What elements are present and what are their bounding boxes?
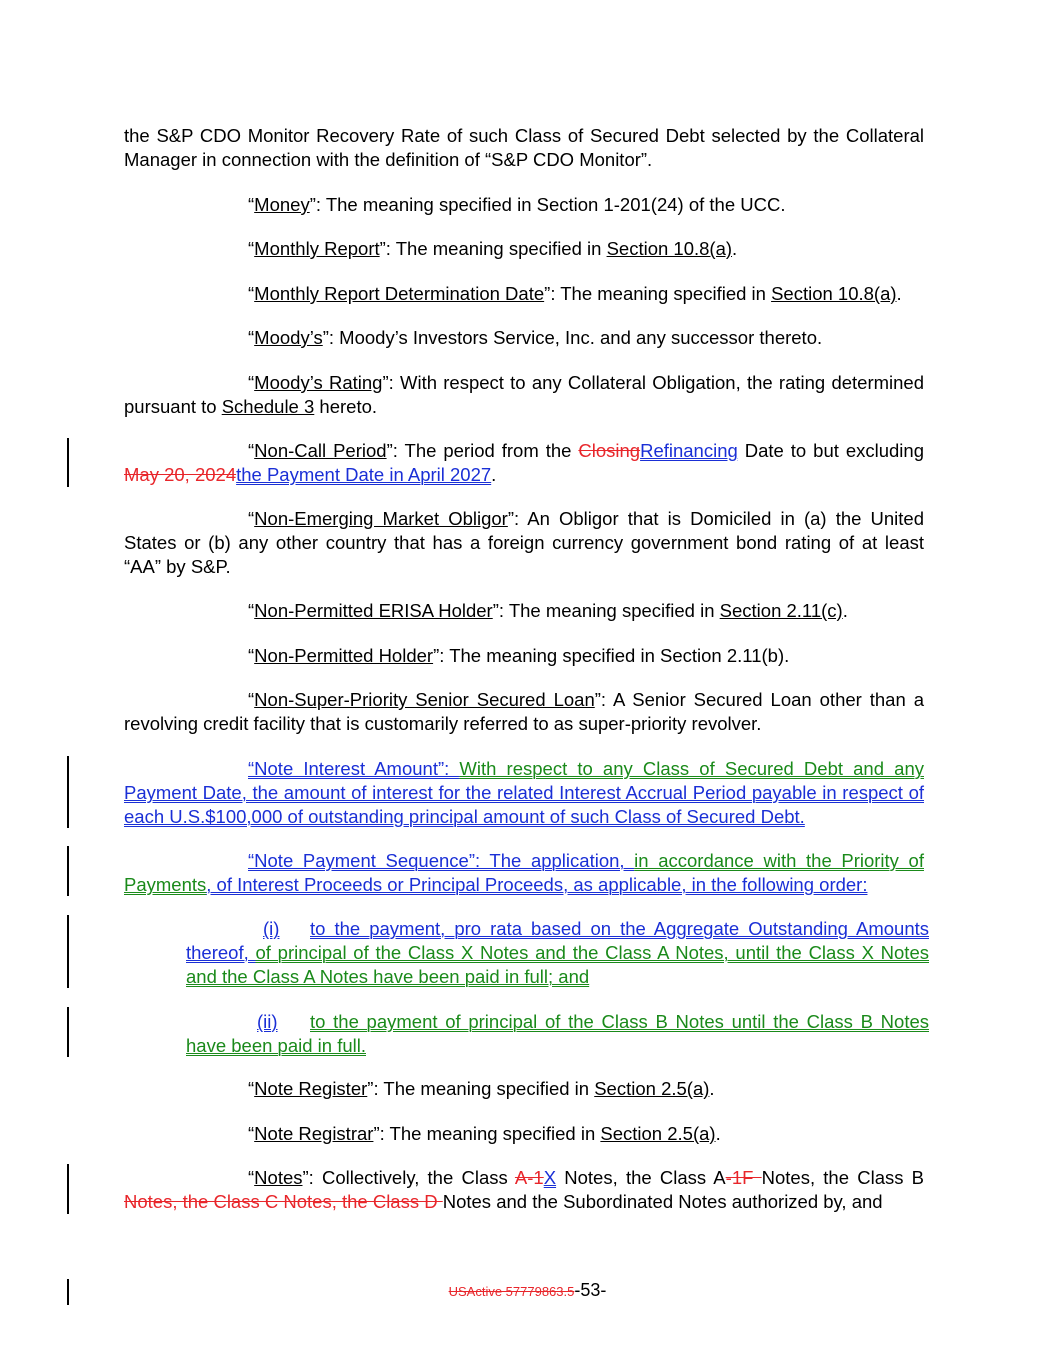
change-bar [67, 438, 69, 487]
deleted-text: Notes, the Class C Notes, the Class D [124, 1191, 443, 1212]
def-text: : A Senior Secured Loan other than a revolving credit facility that is customarily referred to as super-priority revolver. [124, 689, 924, 734]
def-end: . [715, 1123, 721, 1144]
term: Non-Call Period [254, 440, 387, 461]
inserted-text: Payment Date, the amount of interest for the related Interest Accrual Period payable in respect of each U.S.$100,000 of outstanding principal amount of such Class of Secured Debt. [124, 782, 924, 827]
item-number: (ii) [257, 1011, 278, 1032]
def-note-registrar: “Note Registrar”: The meaning specified in Section 2.5(a). [248, 1123, 721, 1144]
inserted-text: X [543, 1167, 557, 1188]
change-bar [67, 1164, 69, 1214]
def-text: : With respect to any Collateral Obligation, the rating determined pursuant to [124, 372, 925, 417]
section-ref: Section 2.5(a) [600, 1123, 716, 1144]
def-text: : The meaning specified in [385, 238, 607, 259]
inserted-text: Refinancing [640, 440, 738, 461]
term: Notes [254, 1167, 303, 1188]
def-end: . [732, 238, 738, 259]
def-note-interest-amount [124, 757, 924, 829]
term: Moody’s Rating [254, 372, 383, 393]
def-text-2: Date to but excluding [737, 440, 924, 461]
moved-text: to the payment of principal of the Class B Notes until the Class B Notes have been paid in full. [186, 1011, 929, 1056]
inserted-text: , of Interest Proceeds or Principal Proceeds, as applicable, in the following order: [206, 874, 868, 895]
def-nsp: “Non-Super-Priority Senior Secured Loan”: A Senior Secured Loan other than a revolving credit facility that is customarily referred to as super-priority revolver. [124, 689, 924, 734]
item-number: (i) [263, 918, 280, 939]
term: Monthly Report Determination Date [254, 283, 545, 304]
sequence-item-ii [186, 1010, 929, 1058]
schedule-ref: Schedule 3 [221, 396, 315, 417]
section-ref: Section 2.5(a) [594, 1078, 710, 1099]
def-notes: “Notes”: Collectively, the Class A-1X Notes, the Class A-1F Notes, the Class B Notes, the Class C Notes, the Class D Notes and the Subordinated Notes authorized by, and [124, 1167, 925, 1212]
def-end: . [709, 1078, 715, 1099]
moved-text: of principal of the Class X Notes and the Class A Notes, until the Class X Notes and the Class A Notes have been paid in full; and [186, 942, 929, 987]
deleted-text: A-1 [514, 1167, 544, 1188]
inserted-text: to the payment, pro rata based on the Aggregate Outstanding Amounts thereof, [186, 918, 929, 963]
term: Monthly Report [254, 238, 380, 259]
term: Non-Super-Priority Senior Secured Loan [254, 689, 595, 710]
def-text: : The meaning specified in Section 1-201(24) of the UCC. [315, 194, 786, 215]
term: Note Registrar [254, 1123, 374, 1144]
def-text-2: hereto. [314, 396, 378, 417]
def-note-payment-sequence [124, 849, 924, 897]
def-text: : The period from the [392, 440, 579, 461]
def-moodys: “Moody’s”: Moody’s Investors Service, Inc. and any successor thereto. [248, 327, 823, 348]
def-nph: “Non-Permitted Holder”: The meaning specified in Section 2.11(b). [248, 645, 790, 666]
section-ref: Section 10.8(a) [606, 238, 733, 259]
moved-text: With respect to any Class of Secured Debt and any [459, 758, 924, 779]
def-text: : The meaning specified in [498, 600, 720, 621]
def-text: Notes and the Subordinated Notes authorized by, and [442, 1191, 883, 1212]
def-moodys-rating: “Moody’s Rating”: With respect to any Collateral Obligation, the rating determined pursuant to Schedule 3 hereto. [124, 372, 925, 417]
def-monthly-report: “Monthly Report”: The meaning specified in Section 10.8(a). [248, 238, 738, 259]
def-text: : An Obligor that is Domiciled in (a) the United States or (b) any other country that has a foreign currency government bond rating of at least “AA” by S&P. [124, 508, 924, 577]
def-note-register: “Note Register”: The meaning specified in Section 2.5(a). [248, 1078, 715, 1099]
def-text: Notes, the Class A [556, 1167, 726, 1188]
change-bar [67, 756, 69, 828]
def-text: Notes, the Class B [761, 1167, 925, 1188]
def-money: “Money”: The meaning specified in Section 1-201(24) of the UCC. [248, 194, 786, 215]
def-end: . [896, 283, 902, 304]
inserted-text: “Note Payment Sequence”: The application, [248, 850, 635, 871]
term: Money [254, 194, 310, 215]
def-text: : The meaning specified in [373, 1078, 595, 1099]
change-bar [67, 915, 69, 988]
term: Non-Permitted ERISA Holder [254, 600, 493, 621]
def-text: : The meaning specified in Section 2.11(b). [439, 645, 790, 666]
term: Moody’s [254, 327, 323, 348]
document-id: USActive 57779863.5 [448, 1284, 575, 1299]
def-mrdd: “Monthly Report Determination Date”: The meaning specified in Section 10.8(a). [248, 283, 902, 304]
def-npeh: “Non-Permitted ERISA Holder”: The meaning specified in Section 2.11(c). [248, 600, 848, 621]
change-bar [67, 1007, 69, 1057]
sequence-item-i [186, 917, 929, 989]
def-text: : The meaning specified in [550, 283, 772, 304]
deleted-text: Closing [578, 440, 641, 461]
inserted-text: “Note Interest Amount”: [248, 758, 460, 779]
change-bar [67, 846, 69, 896]
def-end: . [842, 600, 848, 621]
def-non-emerging: “Non-Emerging Market Obligor”: An Obligor that is Domiciled in (a) the United States or (b) any other country that has a foreign currency government bond rating of at least “AA” by S&P. [124, 508, 924, 577]
def-end: . [491, 464, 497, 485]
page-number: -53- [574, 1280, 607, 1300]
moved-text: in accordance with the Priority of Payments [124, 850, 924, 895]
term: Note Register [254, 1078, 368, 1099]
deleted-text: -1F [725, 1167, 762, 1188]
section-ref: Section 10.8(a) [771, 283, 897, 304]
inserted-text: the Payment Date in April 2027 [236, 464, 492, 485]
def-text: : Moody’s Investors Service, Inc. and any successor thereto. [328, 327, 823, 348]
def-non-call-period: “Non-Call Period”: The period from the ClosingRefinancing Date to but excluding May 20, 2024the Payment Date in April 2027. [124, 440, 924, 485]
para-top: the S&P CDO Monitor Recovery Rate of such Class of Secured Debt selected by the Collateral Manager in connection with the definition of “S&P CDO Monitor”. [124, 125, 924, 170]
section-ref: Section 2.11(c) [719, 600, 843, 621]
def-text: : The meaning specified in [379, 1123, 601, 1144]
term: Non-Emerging Market Obligor [254, 508, 508, 529]
term: Non-Permitted Holder [254, 645, 434, 666]
def-text: : Collectively, the Class [308, 1167, 515, 1188]
deleted-text: May 20, 2024 [124, 464, 237, 485]
page-footer [0, 1280, 1055, 1301]
